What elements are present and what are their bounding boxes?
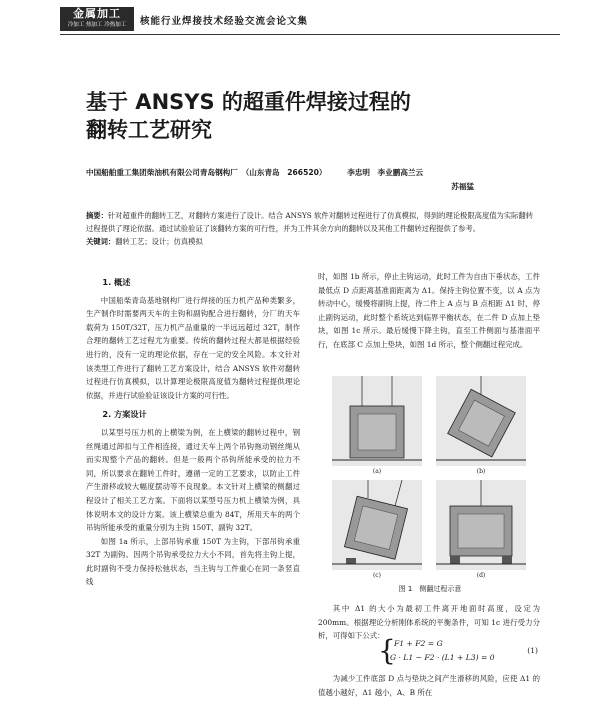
equation-line-1: F1 + F2 = G [394, 639, 443, 648]
figure-1 [330, 376, 530, 598]
figure-d-drawing [436, 480, 526, 570]
title-line-2: 翻转工艺研究 [86, 118, 212, 142]
right-paragraph-1: 时，如图 1b 所示，停止主钩运动，此时工件为自由下垂状态，工件最低点 D 点距离基准面距离为 Δ1。保持主钩位置不变，以 A 点为转动中心，缓慢将副钩上提，待二件上 A 点与 B 点相距 Δ1 时，停止副钩运动，此时整个系统达到临界平衡状态，在二件 D 点加上垫块，如图 1c 所示。最后缓慢下降主钩，直至工件侧面与基准面平行，在底部 C 点加上垫块，如图 1d 所示，整个侧翻过程完成。 [318, 272, 540, 349]
equation-line-2: G · L1 − F2 · (L1 + L3) = 0 [390, 653, 495, 662]
figure-label-a: (a) [372, 468, 382, 475]
abstract-text: 针对超重件的翻转工艺，对翻转方案进行了设计。结合 ANSYS 软件对翻转过程进行了仿真模拟，得到的理论极限高度值为实际翻转过程提供了理论依据。通过试验验证了该翻转方案的可行性，并为工件其余方向的翻转以及其他工件翻转过程提供了参考。 [86, 211, 534, 233]
section-2-paragraph-2: 如图 1a 所示，上部吊钩承重 150T 为主钩，下部吊钩承重 32T 为副钩。因两个吊钩承受拉力大小不同，首先将主钩上提，此时副钩不受力保持松弛状态，当主钩与工件重心在同一条竖直线 [86, 536, 300, 587]
right-paragraph-2: 其中 Δ1 的大小为最初工件离开地面时高度，设定为 200mm。根据理论分析刚体系统的平衡条件，可知 1c 进行受力分析，可得如下公式： [318, 604, 540, 641]
figure-caption: 图 1 侧翻过程示意 [398, 585, 462, 593]
figure-panel-a [332, 376, 422, 466]
figure-panel-c [332, 480, 422, 570]
abstract-label: 摘要： [86, 211, 108, 220]
logo-sub-text: 冷加工 热加工 冷热加工 [67, 22, 127, 28]
authors-line-2: 苏福猛 [451, 182, 474, 191]
left-column [86, 270, 300, 589]
section-2-heading: 2. 方案设计 [102, 409, 147, 420]
title-line-1: 基于 ANSYS 的超重件焊接过程的 [86, 90, 411, 114]
right-column-bottom [318, 672, 540, 699]
journal-logo [60, 7, 134, 31]
logo-main-text: 金属加工 [73, 7, 121, 20]
section-1-heading: 1. 概述 [102, 277, 131, 287]
authors-line-1: 李忠明 李业鹏高兰云 [347, 168, 424, 177]
keywords-label: 关键词： [86, 237, 116, 246]
figure-a-drawing [332, 376, 422, 466]
abstract-block [86, 209, 538, 248]
affiliation: 中国船舶重工集团柴油机有限公司青岛钢构厂 （山东青岛 266520） [86, 168, 327, 177]
journal-title: 核能行业焊接技术经验交流会论文集 [140, 16, 309, 27]
figure-b-drawing [436, 376, 526, 466]
header-divider [60, 34, 560, 35]
page-header [0, 0, 600, 36]
section-1-paragraph: 中国船柴青岛基地钢构厂进行焊接的压力机产品种类繁多，生产制作时需要两天车的主钩和副钩配合进行翻转，分厂的天车载荷为 150T/32T，压力机产品重量的一半远远超过 32T，制作合理的翻转工艺过程尤为重要。传统的翻转过程大都是根据经验进行的，没有一定的理论依据，存在一定的安全风险。本文针对该类型工件进行了翻转工艺方案设计，结合 ANSYS 软件对翻转过程进行仿真模拟，以计算理论极限高度值为翻转过程提供理论依据，并进行试验验证该设计方案的可行性。 [86, 295, 300, 400]
right-column-top [318, 270, 540, 352]
affiliation-block [86, 166, 536, 194]
figure-label-d: (d) [476, 572, 486, 579]
right-paragraph-3: 为减少工件底部 D 点与垫块之间产生滑移的风险，应使 Δ1 的值越小越好，Δ1 越小，A、B 所在 [318, 674, 540, 697]
equation-brace: { [378, 634, 396, 667]
section-2-paragraph-1: 以某型号压力机的上横梁为例，在上横梁的翻转过程中，钢丝绳通过卸扣与工件相连接，通过天车上两个吊钩拖动钢丝绳从而实现整个产品的翻转。但是一般两个吊钩所能承受的拉力不同，所以要求在翻转工件时，遵循一定的工艺要求，以防止工件产生滑移或较大幅度摆动等不良现象。本文针对上横梁的侧翻过程设计了相关工艺方案。下面将以某型号压力机上横梁为例，具体说明本文的设计方案。该上横梁总重为 84T，所用天车的两个吊钩所能承受的重量分别为主钩 150T、副钩 32T。 [86, 427, 300, 533]
equation-1 [378, 636, 548, 668]
figure-label-c: (c) [372, 572, 382, 579]
figure-panel-b [436, 376, 526, 466]
keywords-text: 翻转工艺；设计；仿真模拟 [115, 237, 203, 246]
figure-panel-d [436, 480, 526, 570]
figure-c-drawing [332, 480, 422, 570]
article-title [86, 88, 556, 144]
equation-number: (1) [527, 646, 538, 655]
figure-label-b: (b) [476, 468, 486, 475]
